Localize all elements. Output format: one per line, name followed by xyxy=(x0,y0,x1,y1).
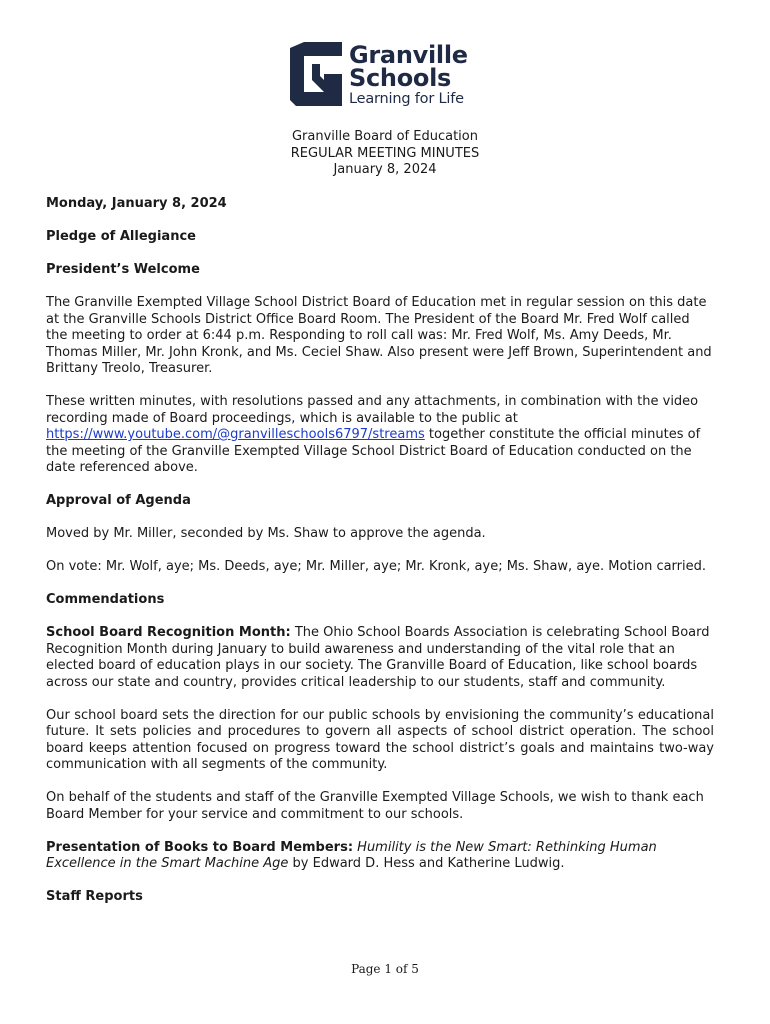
agenda-vote: On vote: Mr. Wolf, aye; Ms. Deeds, aye; Mr. Miller, aye; Mr. Kronk, aye; Ms. Shaw, aye. Motion carried. xyxy=(46,559,707,574)
books-author: by Edward D. Hess and Katherine Ludwig. xyxy=(288,856,565,871)
granville-logo-mark-icon xyxy=(290,42,342,106)
books-label: Presentation of Books to Board Members: xyxy=(46,839,354,855)
recognition-paragraph xyxy=(46,625,714,691)
welcome-paragraph: The Granville Exempted Village School District Board of Education met in regular session on this date at the Granville Schools District Office Board Room. The President of the Board Mr. Fred Wolf called the meeting to order at 6:44 p.m. Responding to roll call was: Mr. Fred Wolf, Ms. Amy Deeds, Mr. Thomas Miller, Mr. John Kronk, and Ms. Ceciel Shaw. Also present were Jeff Brown, Superintendent and Brittany Treolo, Treasurer. xyxy=(46,295,712,376)
staff-reports-heading: Staff Reports xyxy=(46,889,143,904)
logo-name-line2: Schools xyxy=(349,64,451,92)
youtube-streams-link[interactable]: https://www.youtube.com/@granvilleschools6797/streams xyxy=(46,427,425,442)
document-title: REGULAR MEETING MINUTES xyxy=(290,145,480,161)
books-paragraph xyxy=(46,840,714,873)
recognition-label: School Board Recognition Month: xyxy=(46,625,291,640)
board-name: Granville Board of Education xyxy=(291,129,478,144)
minutes-text-before: These written minutes, with resolutions passed and any attachments, in combination with the video recording made of Board proceedings, which is available to the public at xyxy=(46,394,699,426)
meeting-date: January 8, 2024 xyxy=(333,162,437,177)
agenda-heading: Approval of Agenda xyxy=(46,493,191,508)
minutes-paragraph xyxy=(46,394,714,477)
page-number: Page 1 of 5 xyxy=(351,962,419,976)
behalf-paragraph: On behalf of the students and staff of the Granville Exempted Village Schools, we wish to thank each Board Member for your service and commitment to our schools. xyxy=(46,790,704,822)
minutes-body xyxy=(46,196,714,922)
granville-schools-logo xyxy=(290,42,490,112)
commendations-heading: Commendations xyxy=(46,592,165,607)
welcome-heading: President’s Welcome xyxy=(46,262,200,277)
agenda-motion: Moved by Mr. Miller, seconded by Ms. Shaw to approve the agenda. xyxy=(46,526,486,541)
logo-tagline: Learning for Life xyxy=(349,91,464,107)
document-header xyxy=(0,129,770,179)
books-title: Humility is the New Smart: Rethinking Human Excellence in the Smart Machine Age xyxy=(46,839,657,871)
pledge-heading: Pledge of Allegiance xyxy=(46,229,196,244)
recognition-text: The Ohio School Boards Association is celebrating School Board Recognition Month during January to build awareness and understanding of the vital role that an elected board of education plays in our society. The Granville Board of Education, like school boards across our state and country, provides critical leadership to our students, staff and community. xyxy=(46,625,710,690)
minutes-text-after: together constitute the official minutes of the meeting of the Granville Exempted Village School District Board of Education conducted on the date referenced above. xyxy=(46,427,701,475)
date-heading: Monday, January 8, 2024 xyxy=(46,196,227,211)
logo-name-line1: Granville xyxy=(349,41,468,69)
board-paragraph: Our school board sets the direction for our public schools by envisioning the community’s educational future. It sets policies and procedures to govern all aspects of school district operation. The school board keeps attention focused on progress toward the school district’s goals and maintains two-way communication with all segments of the community. xyxy=(46,707,714,772)
